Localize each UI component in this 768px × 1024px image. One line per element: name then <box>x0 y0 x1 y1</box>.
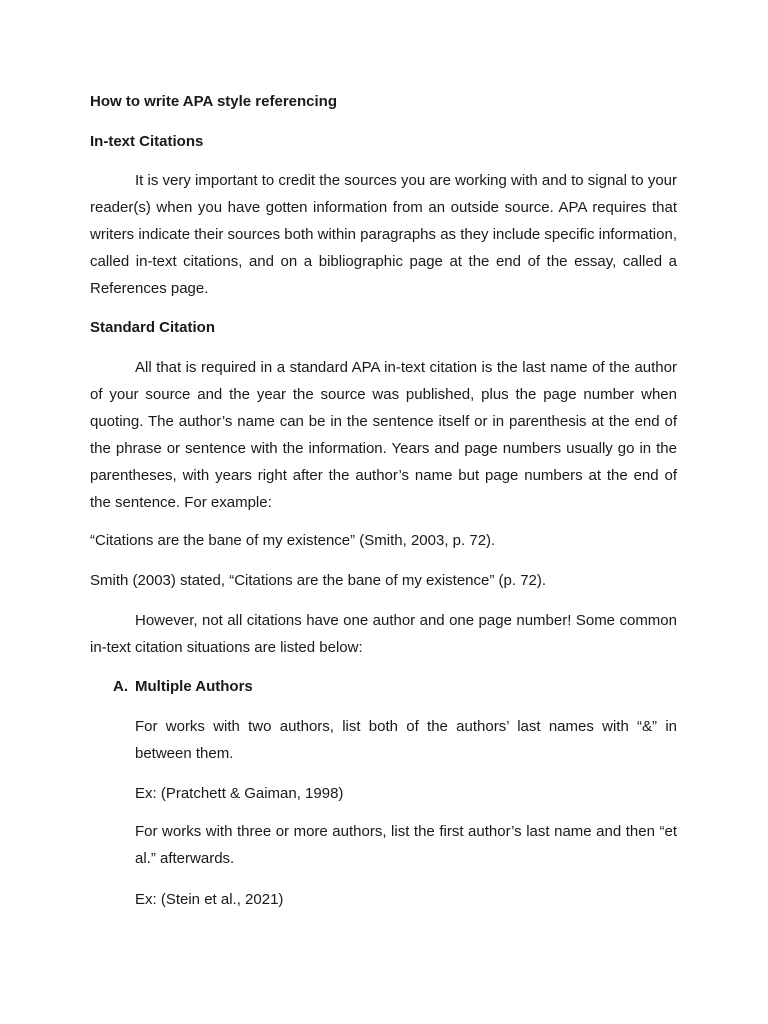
section-heading-in-text-citations: In-text Citations <box>90 133 204 150</box>
paragraph-intro: It is very important to credit the sources you are working with and to signal to your reader(s) when you have gotten information from an outside source. APA requires that writers indicate their sources both within paragraphs as they include specific information, called in-text citations, and on a bibliographic page at the end of the essay, called a References page. <box>90 172 677 297</box>
example-three-authors: Ex: (Stein et al., 2021) <box>135 891 284 908</box>
example-two-authors: Ex: (Pratchett & Gaiman, 1998) <box>135 785 344 802</box>
paragraph-two-authors: For works with two authors, list both of the authors’ last names with “&” in between them. <box>135 718 677 762</box>
document-title: How to write APA style referencing <box>90 93 337 110</box>
list-marker-a: A. <box>113 678 128 695</box>
example-citation-narrative: Smith (2003) stated, “Citations are the bane of my existence” (p. 72). <box>90 572 547 589</box>
list-heading-multiple-authors: Multiple Authors <box>135 678 253 695</box>
paragraph-three-authors: For works with three or more authors, list the first author’s last name and then “et al.” afterwards. <box>135 823 677 867</box>
paragraph-standard-citation: All that is required in a standard APA in-text citation is the last name of the author of your source and the year the source was published, plus the page number when quoting. The author’s name can be in the sentence itself or in parenthesis at the end of the phrase or sentence with the information. Years and page numbers usually go in the parentheses, with years right after the author’s name but page numbers at the end of the sentence. For example: <box>90 359 677 511</box>
paragraph-however: However, not all citations have one author and one page number! Some common in-text citation situations are listed below: <box>90 612 677 656</box>
section-heading-standard-citation: Standard Citation <box>90 319 216 336</box>
example-citation-parenthetical: “Citations are the bane of my existence” (Smith, 2003, p. 72). <box>90 532 496 549</box>
